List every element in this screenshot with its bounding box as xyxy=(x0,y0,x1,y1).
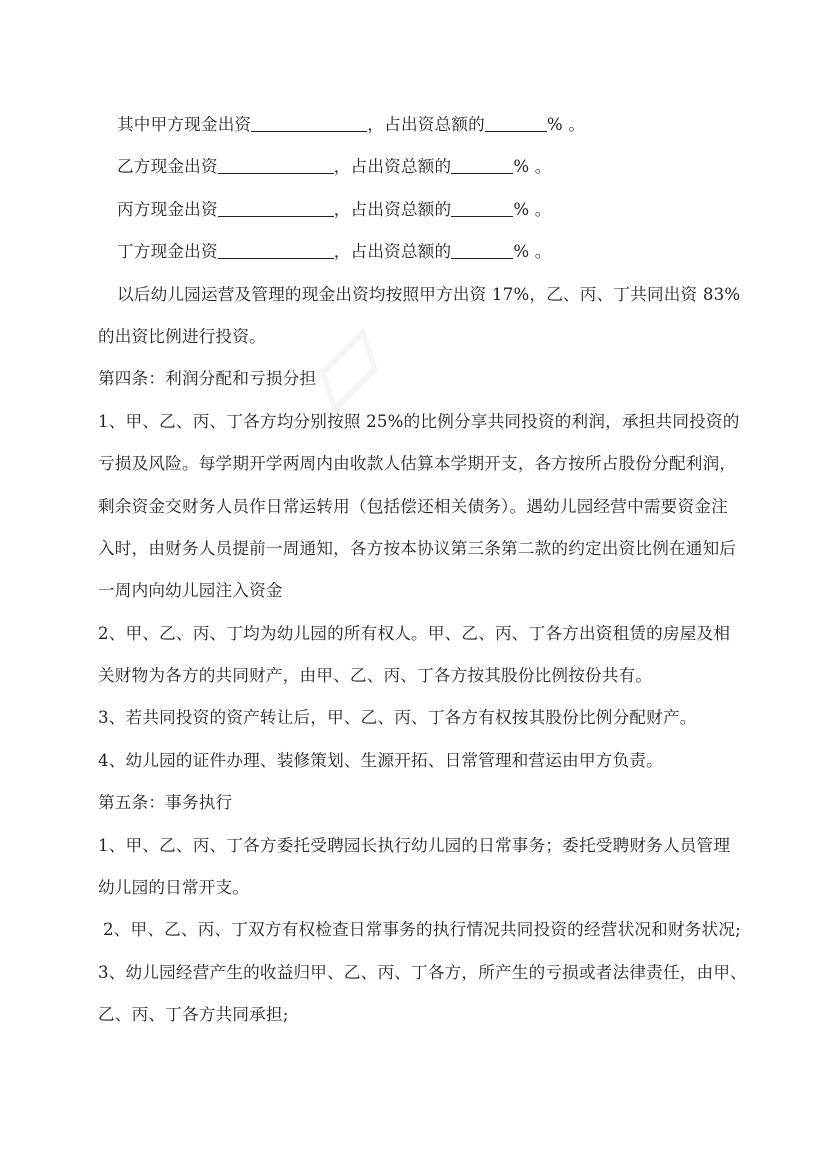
row-suffix: % 。 xyxy=(546,115,586,134)
percent-blank[interactable] xyxy=(451,240,513,259)
row-mid: ，占出资总额的 xyxy=(333,199,452,219)
amount-blank[interactable] xyxy=(218,240,334,259)
fill-row xyxy=(98,146,738,188)
body-line: 1、甲、乙、丙、丁各方委托受聘园长执行幼儿园的日常事务；委托受聘财务人员管理 xyxy=(98,835,731,855)
watermark: ▱ xyxy=(267,288,418,440)
section-heading: 第四条：利润分配和亏损分担 xyxy=(98,369,317,389)
body-line: 1、甲、乙、丙、丁各方均分别按照 25%的比例分享共同投资的利润，承担共同投资的 xyxy=(98,411,740,431)
body-line: 关财物为各方的共同财产，由甲、乙、丙、丁各方按其股份比例按份共有。 xyxy=(98,666,653,686)
section-heading: 第五条：事务执行 xyxy=(98,793,233,813)
document-page xyxy=(98,104,747,1037)
body-line: 一周内向幼儿园注入资金 xyxy=(98,581,283,601)
row-label: 其中甲方现金出资 xyxy=(117,115,252,134)
row-label: 丙方现金出资 xyxy=(117,199,218,219)
body-line: 入时，由财务人员提前一周通知，各方按本协议第三条第二款的约定出资比例在通知后 xyxy=(98,538,737,558)
body-line: 4、幼儿园的证件办理、装修策划、生源开拓、日常管理和营运由甲方负责。 xyxy=(98,750,663,770)
fill-row xyxy=(98,104,738,146)
amount-blank[interactable] xyxy=(218,198,334,217)
body-line: 2、甲、乙、丙、丁均为幼儿园的所有权人。甲、乙、丙、丁各方出资租赁的房屋及相 xyxy=(98,623,731,643)
body-line: 3、幼儿园经营产生的收益归甲、乙、丙、丁各方，所产生的亏损或者法律责任，由甲、 xyxy=(98,962,747,982)
row-suffix: % 。 xyxy=(513,199,552,219)
row-suffix: % 。 xyxy=(513,242,552,262)
body-line: 2、甲、乙、丙、丁双方有权检查日常事务的执行情况共同投资的经营状况和财务状况; xyxy=(103,920,741,940)
row-mid: ，占出资总额的 xyxy=(333,242,452,262)
percent-blank[interactable] xyxy=(451,198,513,217)
row-mid: ，占出资总额的 xyxy=(333,157,452,177)
row-label: 乙方现金出资 xyxy=(117,157,218,177)
body-line: 的出资比例进行投资。 xyxy=(98,326,266,346)
body-line: 亏损及风险。每学期开学两周内由收款人估算本学期开支，各方按所占股份分配利润， xyxy=(98,454,737,474)
percent-blank[interactable] xyxy=(485,113,547,132)
percent-blank[interactable] xyxy=(451,155,513,174)
body-line: 以后幼儿园运营及管理的现金出资均按照甲方出资 17%，乙、丙、丁共同出资 83% xyxy=(117,284,741,304)
body-line: 乙、丙、丁各方共同承担; xyxy=(98,1005,289,1025)
row-label: 丁方现金出资 xyxy=(117,242,218,262)
amount-blank[interactable] xyxy=(251,113,367,132)
body-line: 幼儿园的日常开支。 xyxy=(98,878,250,898)
fill-row xyxy=(98,231,738,273)
fill-row xyxy=(98,189,738,231)
row-mid: ，占出资总额的 xyxy=(367,115,485,134)
body-line: 3、若共同投资的资产转让后，甲、乙、丙、丁各方有权按其股份比例分配财产。 xyxy=(98,708,697,728)
body-line: 剩余资金交财务人员作日常运转用（包括偿还相关债务）。遇幼儿园经营中需要资金注 xyxy=(98,496,728,516)
row-suffix: % 。 xyxy=(513,157,552,177)
amount-blank[interactable] xyxy=(218,155,334,174)
